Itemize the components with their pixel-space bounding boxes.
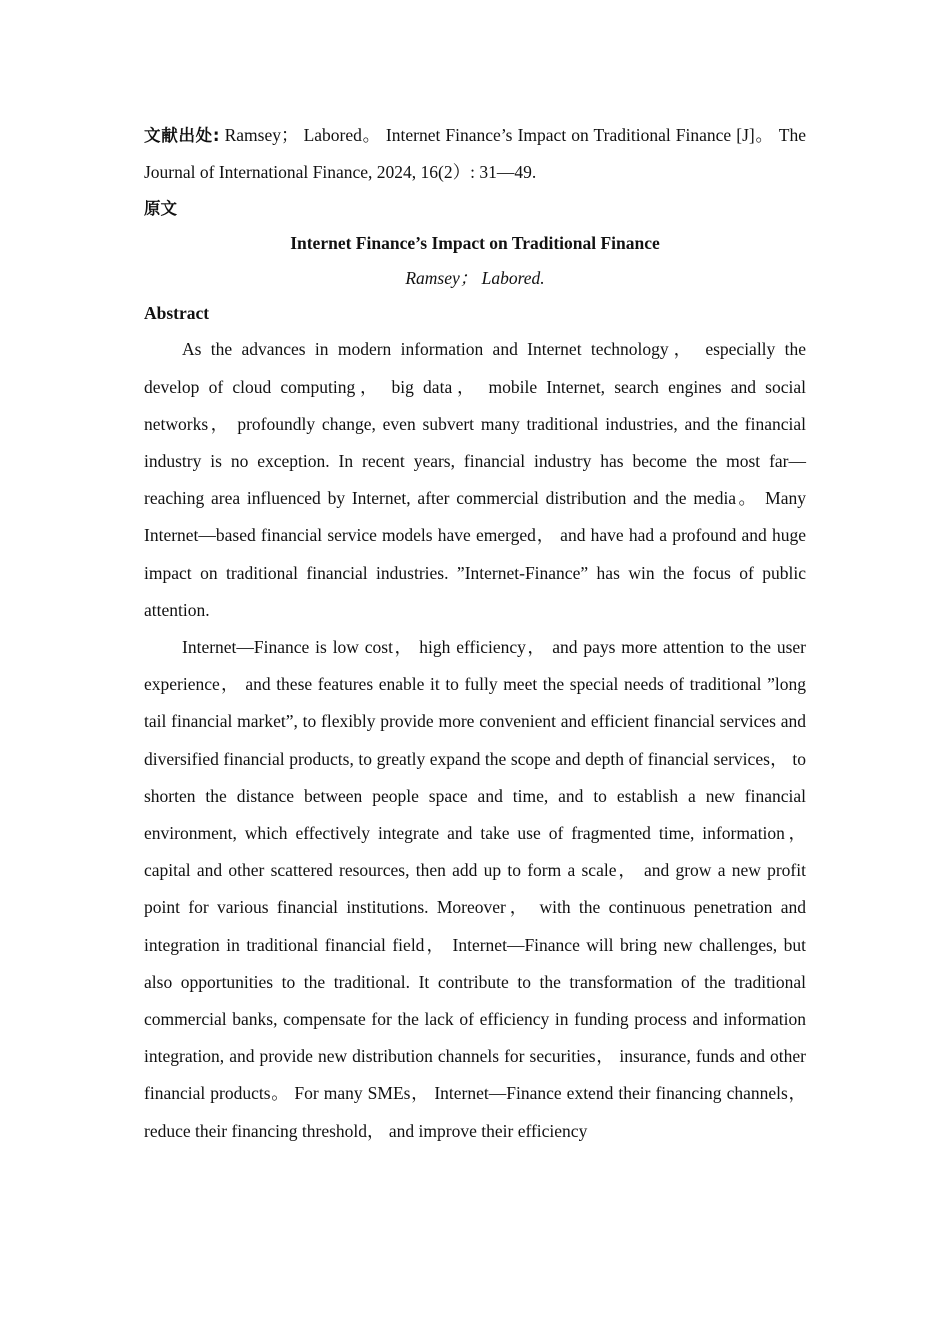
document-page xyxy=(144,117,806,1150)
citation-text: Ramsey； Labored。 Internet Finance’s Impact on Traditional Finance [J]。 The Journal of International Finance, 2024, 16(2）: 31—49. xyxy=(144,125,807,183)
original-text-label: 原文 xyxy=(144,199,177,219)
abstract-heading: Abstract xyxy=(144,303,210,324)
abstract-paragraph-1: As the advances in modern information and Internet technology， especially the develop of cloud computing， big data， mobile Internet, search engines and social networks， profoundly change, even subvert many traditional industries, and the financial industry is no exception. In recent years, financial industry has become the most far—reaching area influenced by Internet, after commercial distribution and the media。 Many Internet—based financial service models have emerged， and have had a profound and huge impact on traditional financial industries. ”Internet-Finance” has win the focus of public attention. xyxy=(144,339,806,620)
abstract-paragraph-2: Internet—Finance is low cost， high efficiency， and pays more attention to the user experience， and these features enable it to fully meet the special needs of traditional ”long tail financial market”, to flexibly provide more convenient and efficient financial services and diversified financial products, to greatly expand the scope and depth of financial services， to shorten the distance between people space and time, and to establish a new financial environment, which effectively integrate and take use of fragmented time, information， capital and other scattered resources, then add up to form a scale， and grow a new profit point for various financial institutions. Moreover， with the continuous penetration and integration in traditional financial field， Internet—Finance will bring new challenges, but also opportunities to the traditional. It contribute to the transformation of the traditional commercial banks, compensate for the lack of efficiency in funding process and information integration, and provide new distribution channels for securities， insurance, funds and other financial products。 For many SMEs， Internet—Finance extend their financing channels， reduce their financing threshold， and improve their efficiency xyxy=(144,637,806,1141)
article-title: Internet Finance’s Impact on Traditional Finance xyxy=(290,233,660,254)
citation-label: 文献出处: xyxy=(144,126,220,145)
article-authors: Ramsey； Labored. xyxy=(405,268,545,289)
citation xyxy=(144,117,806,191)
